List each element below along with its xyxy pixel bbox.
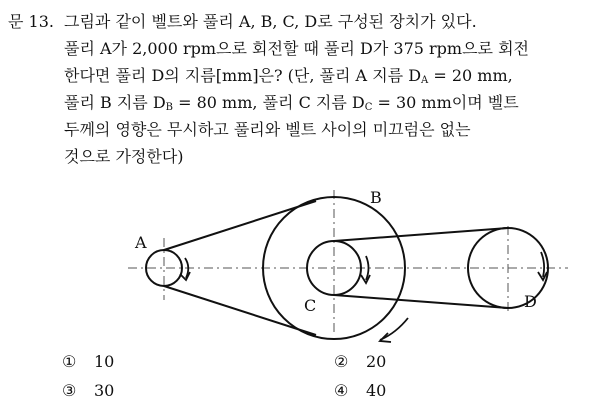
question-line-1: 그림과 같이 벨트와 풀리 A, B, C, D로 구성된 장치가 있다.: [64, 12, 477, 31]
question-line-4-mid: = 80 mm, 풀리 C 지름 D: [173, 93, 365, 112]
choice-3-number: ③: [62, 381, 77, 400]
choice-1-number: ①: [62, 352, 77, 371]
question-line-5: 두께의 영향은 무시하고 풀리와 벨트 사이의 미끄럼은 없는: [64, 120, 471, 139]
belt-cd-upper: [334, 228, 508, 241]
subscript-c: C: [364, 102, 373, 113]
choice-1-value: 10: [94, 352, 115, 371]
rotation-arrow-d: [541, 252, 544, 277]
label-d: D: [524, 292, 537, 311]
choice-3-value: 30: [94, 381, 115, 400]
subscript-a: A: [421, 75, 429, 86]
choice-4[interactable]: [334, 380, 386, 402]
choice-2[interactable]: [334, 351, 386, 373]
question-line-6: 것으로 가정한다): [64, 147, 184, 166]
question-line-2: 풀리 A가 2,000 rpm으로 회전할 때 풀리 D가 375 rpm으로 회전: [64, 39, 530, 58]
question-line-4-tail: = 30 mm이며 벨트: [372, 93, 519, 112]
choice-4-number: ④: [334, 381, 349, 400]
question-line-3-text: 한다면 풀리 D의 지름[mm]은? (단, 풀리 A 지름 D: [64, 66, 422, 85]
choice-2-value: 20: [366, 352, 387, 371]
choice-4-value: 40: [366, 381, 387, 400]
belt-cd-lower: [334, 295, 508, 308]
choice-1[interactable]: [62, 351, 114, 373]
belt-ab-upper: [164, 201, 316, 250]
choice-3[interactable]: [62, 380, 114, 402]
question-line-4-text: 풀리 B 지름 D: [64, 93, 166, 112]
belt-ab-lower: [164, 286, 316, 335]
subscript-b: B: [165, 102, 174, 113]
choice-2-number: ②: [334, 352, 349, 371]
label-c: C: [304, 296, 317, 315]
question-line-3-tail: = 20 mm,: [428, 66, 513, 85]
question-number: 문 13.: [8, 12, 54, 31]
label-a: A: [135, 233, 147, 252]
rotation-arrow-c: [366, 256, 369, 280]
label-b: B: [370, 188, 382, 207]
